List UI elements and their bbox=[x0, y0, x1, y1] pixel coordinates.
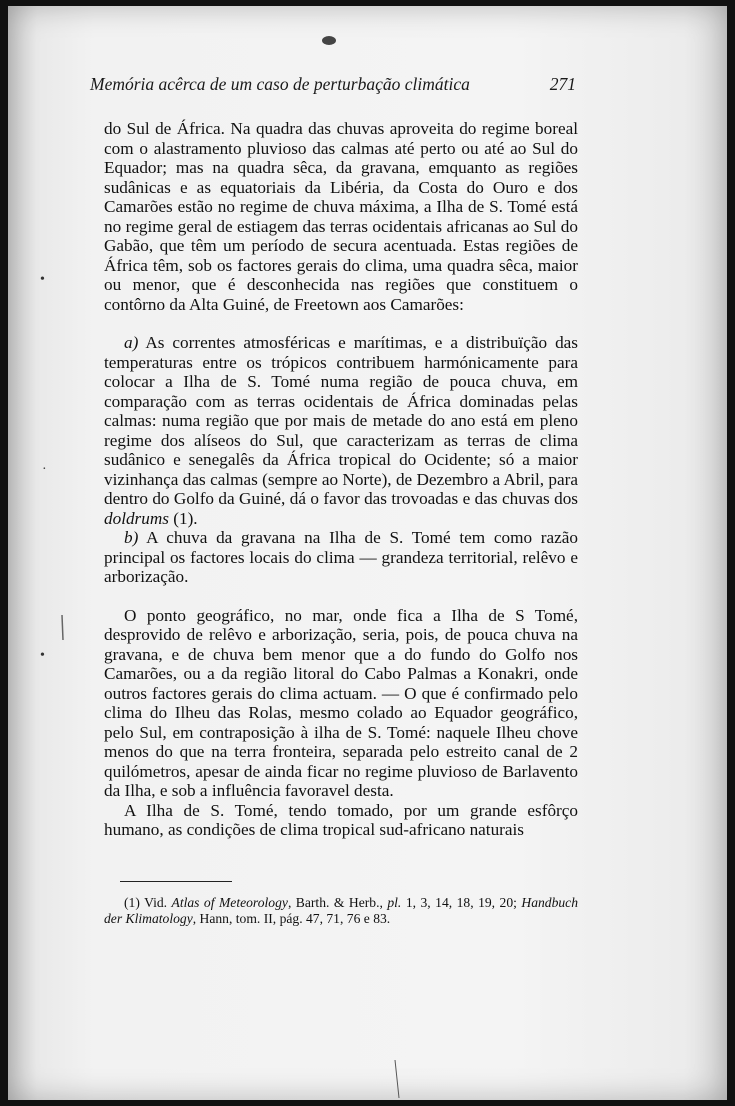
running-header bbox=[90, 74, 576, 102]
margin-mark: • bbox=[40, 648, 45, 663]
margin-mark: • bbox=[40, 272, 45, 287]
paragraph-2-body: As correntes atmosféricas e marítimas, e a distribuïção das temperaturas entre os trópicos contribuem harmónicamente para colocar a Ilha de S. Tomé numa região de pouca chuva, em comparação com as terras ocidentais de África dominadas pelas calmas: numa região que por mais de metade do ano está em pleno regime dos alíseos do Sul, que caracterizam as terras de clima sudânico e senegalês da África tropical do Ocidente; só a maior vizinhança das calmas (sempre ao Norte), de Dezembro a Abril, para dentro do Golfo da Guiné, dá o favor das trovoadas e das chuvas dos bbox=[104, 333, 578, 508]
footnote-lead: (1) Vid. bbox=[124, 895, 172, 910]
handbuch-details: , Hann, tom. II, pág. 47, 71, 76 e 83. bbox=[192, 911, 391, 926]
footnote bbox=[104, 895, 578, 927]
atlas-details: , Barth. & Herb., bbox=[287, 895, 388, 910]
plate-label: pl. bbox=[387, 895, 402, 910]
plate-pages: 1, 3, 14, 18, 19, 20; bbox=[401, 895, 522, 910]
page-number: 271 bbox=[549, 74, 576, 94]
running-title: Memória acêrca de um caso de perturbação climática bbox=[90, 74, 470, 94]
footnote-divider bbox=[120, 881, 232, 882]
paragraph-4: O ponto geográfico, no mar, onde fica a Ilha de S Tomé, desprovido de relêvo e arborização, seria, pois, de pouca chuva na gravana, e de chuva bem menor que a do fundo do Golfo nos Camarões, ou a da região litoral do Cabo Palmas a Konakri, onde outros factores gerais do clima actuam. — O que é confirmado pelo clima do Ilheu das Rolas, mesmo colado ao Equador geográfico, pelo Sul, em contraposição à ilha de S. Tomé: naquele Ilheu chove menos do que na terra fronteira, separada pelo estreito canal de 2 quilómetros, apesar de ainda ficar no regime pluvioso de Barlavento da Ilha, e sob a influência favoravel desta. bbox=[104, 605, 578, 800]
item-label-b: b) bbox=[124, 528, 139, 547]
footnote-1 bbox=[104, 895, 578, 927]
margin-mark: · bbox=[42, 462, 47, 477]
paragraph-5: A Ilha de S. Tomé, tendo tomado, por um grande esfôrço humano, as condições de clima tropical sud-africano naturais bbox=[104, 800, 578, 839]
paragraph-3-body: A chuva da gravana na Ilha de S. Tomé tem como razão principal os factores locais do clima — grandeza territorial, relêvo e arborização. bbox=[104, 528, 578, 586]
footnote-ref: (1). bbox=[168, 508, 198, 528]
main-text bbox=[104, 119, 578, 840]
doldrums-term: doldrums bbox=[104, 508, 169, 528]
item-label-a: a) bbox=[124, 333, 139, 352]
paragraph-1: do Sul de África. Na quadra das chuvas aproveita do regime boreal com o alastramento pluvioso das calmas até perto ou até ao Sul do Equador; mas na quadra sêca, da gravana, emquanto as regiões sudânicas e as equatoriais da Libéria, da Costa do Ouro e dos Camarões estão no regime de chuva máxima, a Ilha de S. Tomé está no regime geral de estiagem das terras ocidentais africanas ao Sul do Gabão, que têm um período de secura acentuada. Estas regiões de África têm, sob os factores gerais do clima, uma quadra sêca, maior ou menor, que é desconhecida nas regiões que constituem o contôrno da Alta Guiné, de Freetown aos Camarões: bbox=[104, 119, 578, 314]
handbuch-title: Handbuch der Klimatology bbox=[104, 895, 579, 926]
atlas-title: Atlas of Meteorology bbox=[171, 895, 288, 910]
paragraph-3 bbox=[104, 528, 578, 587]
paragraph-2 bbox=[104, 333, 578, 528]
ink-blot-mark bbox=[322, 36, 336, 45]
